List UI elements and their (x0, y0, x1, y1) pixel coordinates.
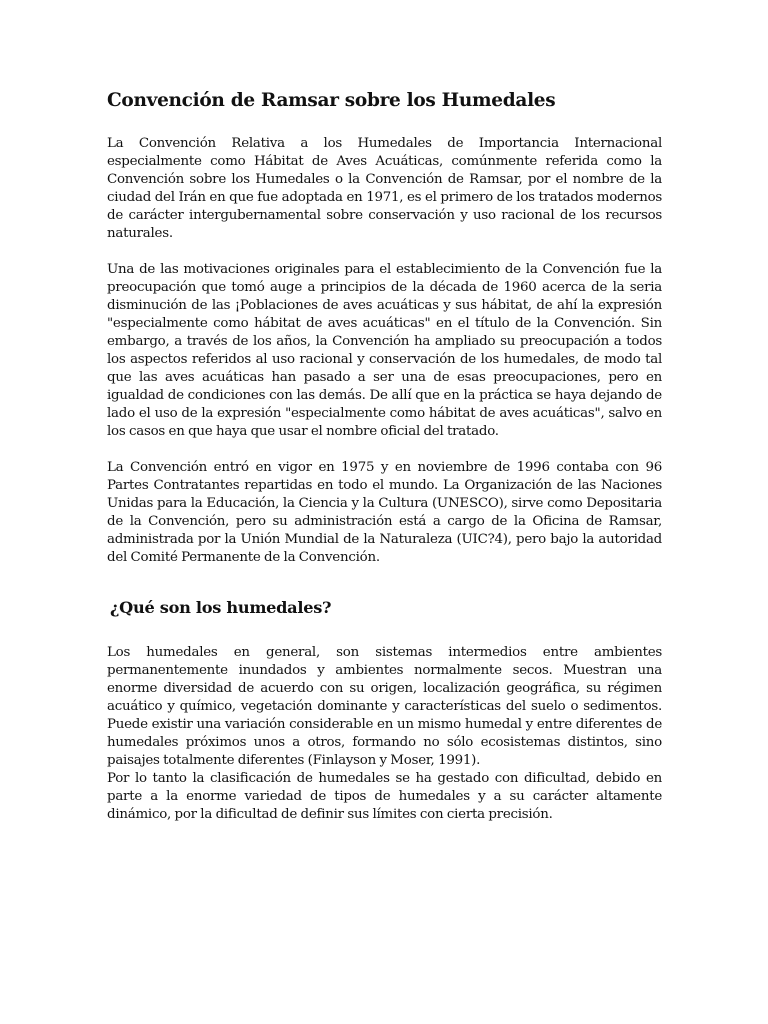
section-heading-wetlands: ¿Qué son los humedales? (110, 598, 332, 617)
document-body (107, 88, 662, 824)
paragraph-ramsar-definition: La Convención Relativa a los Humedales de Importancia Internacional especialmente como Hábitat de Aves Acuáticas, comúnmente referida como la Convención sobre los Humedales o la Convención de Ramsar, por el nombre de la ciudad del Irán en que fue adoptada en 1971, es el primero de los tratados modernos de carácter intergubernamental sobre conservación y uso racional de los recursos naturales. (107, 136, 662, 241)
paragraph-entry-into-force: La Convención entró en vigor en 1975 y en noviembre de 1996 contaba con 96 Partes Contratantes repartidas en todo el mundo. La Organización de las Naciones Unidas para la Educación, la Ciencia y la Cultura (UNESCO), sirve como Depositaria de la Convención, pero su administración está a cargo de la Oficina de Ramsar, administrada por la Unión Mundial de la Naturaleza (UIC?4), pero bajo la autoridad del Comité Permanente de la Convención. (107, 460, 662, 565)
paragraph-motivations: Una de las motivaciones originales para el establecimiento de la Convención fue la preocupación que tomó auge a principios de la década de 1960 acerca de la seria disminución de las ¡Poblaciones de aves acuáticas y sus hábitat, de ahí la expresión "especialmente como hábitat de aves acuáticas" en el título de la Convención. Sin embargo, a través de los años, la Convención ha ampliado su preocupación a todos los aspectos referidos al uso racional y conservación de los humedales, de modo tal que las aves acuáticas han pasado a ser una de esas preocupaciones, pero en igualdad de condiciones con las demás. De allí que en la práctica se haya dejando de lado el uso de la expresión "especialmente como hábitat de aves acuáticas", salvo en los casos en que haya que usar el nombre oficial del tratado. (107, 262, 662, 439)
paragraph-wetlands-classification: Por lo tanto la clasificación de humedales se ha gestado con dificultad, debido en parte a la enorme variedad de tipos de humedales y a su carácter altamente dinámico, por la dificultad de definir sus límites con cierta precisión. (107, 771, 662, 822)
paragraph-wetlands-definition: Los humedales en general, son sistemas intermedios entre ambientes permanentemente inundados y ambientes normalmente secos. Muestran una enorme diversidad de acuerdo con su origen, localización geográfica, su régimen acuático y químico, vegetación dominante y características del suelo o sedimentos. Puede existir una variación considerable en un mismo humedal y entre diferentes de humedales próximos unos a otros, formando no sólo ecosistemas distintos, sino paisajes totalmente diferentes (Finlayson y Moser, 1991). (107, 645, 662, 768)
document-title: Convención de Ramsar sobre los Humedales (107, 90, 556, 111)
